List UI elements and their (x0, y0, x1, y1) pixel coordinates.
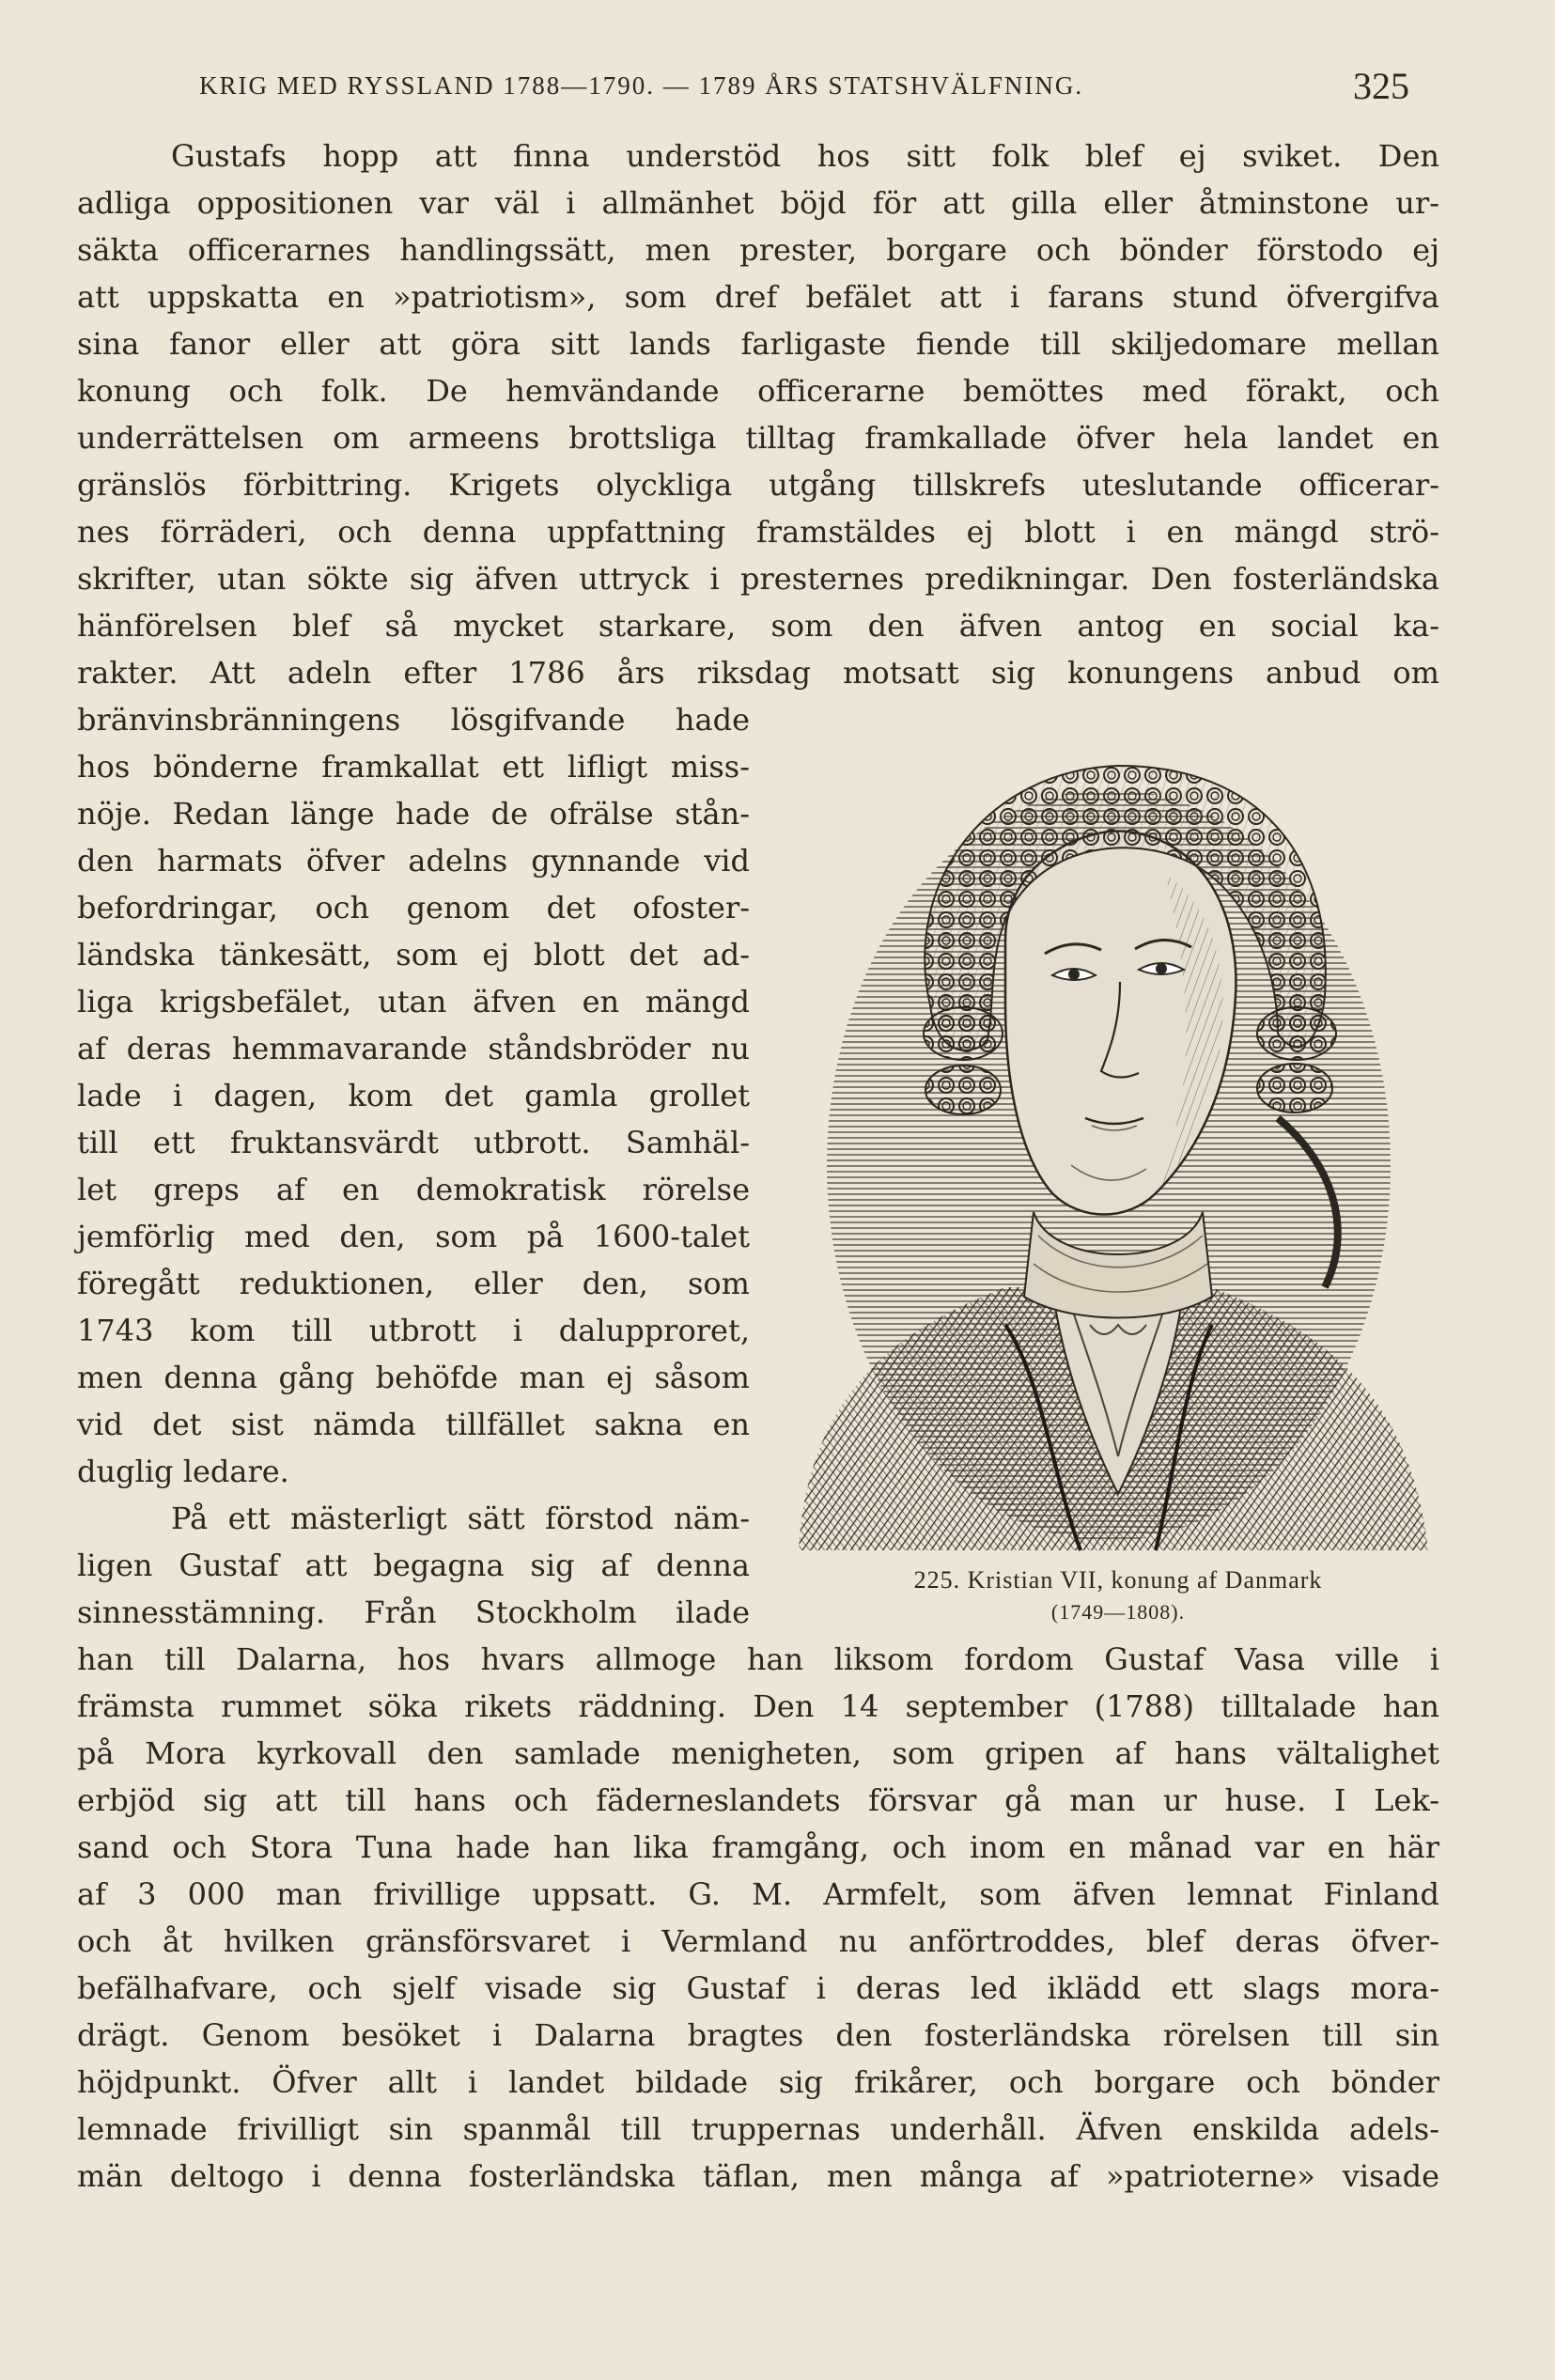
caption-years: (1749—1808). (1050, 1600, 1186, 1624)
text-line: drägt. Genom besöket i Dalarna bragtes den fosterländska rörelsen till sin (77, 2017, 1439, 2053)
text-line: men denna gång behöfde man ej såsom (77, 1360, 750, 1395)
text-line: rakter. Att adeln efter 1786 års riksdag motsatt sig konungens anbud om (77, 655, 1439, 691)
text-line: på Mora kyrkovall den samlade menigheten, som gripen af hans vältalighet (77, 1735, 1439, 1771)
text-line: nöje. Redan länge hade de ofrälse stån- (77, 796, 750, 832)
text-line: han till Dalarna, hos hvars allmoge han liksom fordom Gustaf Vasa ville i (77, 1641, 1439, 1677)
text-line: vid det sist nämda tillfället sakna en (77, 1407, 750, 1442)
text-line: På ett mästerligt sätt förstod näm- (171, 1501, 750, 1536)
caption-title: 225. Kristian VII, konung af Danmark (913, 1566, 1323, 1594)
text-line: främsta rummet söka rikets räddning. Den 14 september (1788) tilltalade han (77, 1688, 1439, 1724)
text-line: män deltogo i denna fosterländska täflan, men många af »patrioterne» visade (77, 2158, 1439, 2194)
text-line: hos bönderne framkallat ett lifligt miss- (77, 749, 750, 785)
text-line: adliga oppositionen var väl i allmänhet böjd för att gilla eller åtminstone ur- (77, 185, 1439, 221)
text-line: af deras hemmavarande ståndsbröder nu (77, 1031, 750, 1066)
text-line: jemförlig med den, som på 1600-talet (77, 1219, 750, 1254)
text-line: ländska tänkesätt, som ej blott det ad- (77, 937, 750, 972)
text-line: till ett fruktansvärdt utbrott. Samhäl- (77, 1125, 750, 1160)
text-line: af 3 000 man frivillige uppsatt. G. M. Armfelt, som äfven lemnat Finland (77, 1876, 1439, 1912)
running-header (0, 64, 1555, 120)
text-line: säkta officerarnes handlingssätt, men prester, borgare och bönder förstodo ej (77, 232, 1439, 268)
text-line: lemnade frivilligt sin spanmål till truppernas underhåll. Äfven enskilda adels- (77, 2111, 1439, 2147)
text-line: Gustafs hopp att finna understöd hos sitt folk blef ej sviket. Den (171, 138, 1439, 174)
text-line: sina fanor eller att göra sitt lands farligaste fiende till skiljedomare mellan (77, 326, 1439, 362)
text-line: skrifter, utan sökte sig äfven uttryck i presternes predikningar. Den fosterländska (77, 561, 1439, 597)
text-line: hänförelsen blef så mycket starkare, som den äfven antog en social ka- (77, 608, 1439, 644)
running-title: KRIG MED RYSSLAND 1788—1790. — 1789 ÅRS STATSHVÄLFNING. (199, 71, 1084, 100)
text-line: duglig ledare. (77, 1454, 289, 1489)
page-number: 325 (1353, 65, 1409, 107)
text-line: lade i dagen, kom det gamla grollet (77, 1078, 750, 1113)
text-line: erbjöd sig att till hans och fäderneslandets försvar gå man ur huse. I Lek- (77, 1782, 1439, 1818)
text-line: let greps af en demokratisk rörelse (77, 1172, 750, 1207)
figure-caption (827, 1564, 1409, 1628)
text-line: ligen Gustaf att begagna sig af denna (77, 1548, 750, 1583)
text-line: och åt hvilken gränsförsvaret i Vermland nu anförtroddes, blef deras öfver- (77, 1923, 1439, 1959)
text-line: föregått reduktionen, eller den, som (77, 1266, 750, 1301)
portrait-engraving (770, 723, 1447, 1560)
text-line: befälhafvare, och sjelf visade sig Gustaf i deras led iklädd ett slags mora- (77, 1970, 1439, 2006)
text-line: gränslös förbittring. Krigets olyckliga utgång tillskrefs uteslutande officerar- (77, 467, 1439, 503)
text-line: 1743 kom till utbrott i dalupproret, (77, 1313, 750, 1348)
text-line: konung och folk. De hemvändande officerarne bemöttes med förakt, och (77, 373, 1439, 409)
text-line: att uppskatta en »patriotism», som dref befälet att i farans stund öfvergifva (77, 279, 1439, 315)
text-line: liga krigsbefälet, utan äfven en mängd (77, 984, 750, 1019)
text-line: bränvinsbränningens lösgifvande hade (77, 702, 750, 738)
text-line: underrättelsen om armeens brottsliga tilltag framkallade öfver hela landet en (77, 420, 1439, 456)
text-line: den harmats öfver adelns gynnande vid (77, 843, 750, 879)
text-line: höjdpunkt. Öfver allt i landet bildade sig frikårer, och borgare och bönder (77, 2064, 1439, 2100)
text-line: sand och Stora Tuna hade han lika framgång, och inom en månad var en här (77, 1829, 1439, 1865)
text-line: befordringar, och genom det ofoster- (77, 890, 750, 926)
text-line: sinnesstämning. Från Stockholm ilade (77, 1594, 750, 1630)
text-line: nes förräderi, och denna uppfattning framstäldes ej blott i en mängd strö- (77, 514, 1439, 550)
